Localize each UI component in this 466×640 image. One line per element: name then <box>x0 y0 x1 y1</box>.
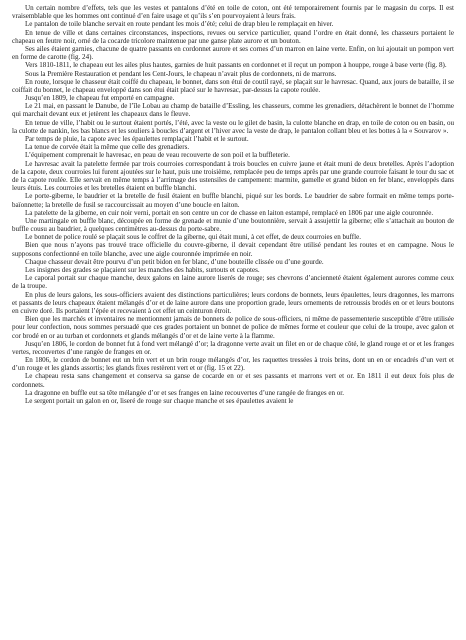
paragraph: En tenue de ville et dans certaines circonstances, inspections, revues ou service particulier, quand l’ordre en était donné, les chasseurs portaient le chapeau en feutre noir, orné de la cocarde tricolore maintenue par une ganse plate aurore et un bouton. <box>12 28 454 45</box>
paragraph: Un certain nombre d’effets, tels que les vestes et pantalons d’été en toile de coton, ont été temporairement fournis par le magasin du corps. Il est vraisemblable que les hommes ont continué d’en faire usage et qu’ils s’en pourvoyaient à leurs frais. <box>12 4 454 21</box>
paragraph: La tenue de corvée était la même que celle des grenadiers. <box>25 143 190 152</box>
paragraph: Par temps de pluie, la capote avec les épaulettes remplaçait l’habit et le surtout. <box>25 135 249 143</box>
paragraph: En 1806, le cordon de bonnet eut un brin vert et un brin rouge mélangés d’or, les raquettes tressées à trois brins, dont un en or encadrés d’un vert et d’un rouge et les glands assortis; les glands fixes restèrent vert et or (fig. 15 et 22). <box>12 356 454 373</box>
paragraph: Le pantalon de toile blanche servait en route pendant les mois d’été; celui de drap bleu le remplaçait en hiver. <box>25 20 334 29</box>
paragraph: Jusqu’en 1806, le cordon de bonnet fut à fond vert mélangé d’or; la dragonne verte avait un filet en or de chaque côté, le gland rouge et or et les franges vertes, recouvertes d’une rangée de franges en or. <box>12 339 454 356</box>
paragraph: Le sergent portait un galon en or, liseré de rouge sur chaque manche et ses épaulettes avaient le <box>25 397 294 405</box>
paragraph: Le chapeau resta sans changement et conserva sa ganse de cocarde en or et ses passants et marrons vert et or. En 1811 il eut deux fois plus de cordonnets. <box>12 372 454 389</box>
paragraph: Les insignes des grades se plaçaient sur les manches des habits, surtouts et capotes. <box>25 266 260 274</box>
paragraph: En plus de leurs galons, les sous-officiers avaient des distinctions particulières; leurs cordons de bonnets, leurs épaulettes, leurs dragonnes, les marrons et passants de leurs chapeaux étaient mélangés d’or et de laine aurore dans une proportion grade, leurs ornements de retroussis brodés en or et leurs boutons en cuivre doré. Ils portaient l’épée et recevaient à cet effet un ceinturon étroit. <box>12 290 454 315</box>
paragraph: Le caporal portait sur chaque manche, deux galons en laine aurore liserés de rouge; ses chevrons d’ancienneté étaient également aurores comme ceux de la troupe. <box>12 274 454 291</box>
paragraph: La dragonne en buffle eut sa tête mélangée d’or et ses franges en laine recouvertes d’une rangée de franges en or. <box>25 388 344 397</box>
paragraph: Vers 1810-1811, le chapeau eut les ailes plus hautes, garnies de huit passants en cordonnet et il reçut un pompon à houppe, rouge à base verte (fig. 8). <box>25 61 447 70</box>
paragraph: Bien que nous n’ayons pas trouvé trace officielle du couvre-giberne, il devait cependant être utilisé pendant les routes et en campagne. Nous le supposons confectionné en toile blanche, avec une aigle couronnée imprimée en noir. <box>12 241 454 258</box>
paragraph: Bien que les marchés et inventaires ne mentionnent jamais de bonnets de police de sous-officiers, ni même de passementerie susceptible d’être utilisée pour leur confection, nous sommes persuadé que ces grades portaient un bonnet de police de mêmes forme et couleur que celui de la troupe, avec galon et cor brodé en or au turban et cordonnets et glands mélangés d’or et de laine verte à la flamme. <box>12 315 454 340</box>
paragraph: En route, lorsque le chasseur était coiffé du chapeau, le bonnet, dans son étui de coutil rayé, se plaçait sur le havresac. Quand, aux jours de bataille, il se coiffait du bonnet, le chapeau enveloppé dans son étui était placé sur le havresac, par-dessus la capote roulée. <box>12 77 454 94</box>
paragraph: Ses ailes étaient garnies, chacune de quatre passants en cordonnet aurore et ses cornes d’un marron en laine verte. Enfin, on lui ajoutait un pompon vert en forme de carotte (fig. 24). <box>12 44 454 62</box>
paragraph: Le havresac avait la patelette fermée par trois courroies correspondant à trois boucles en cuivre jaune et était muni de deux bretelles. Après l’adoption de la capote, deux courroies lui furent ajoutées sur le haut, puis une troisième, remplacée peu de temps après par une grande courroie faisant le tour du sac et de la capote roulée. Elle servait en même temps à l’arrimage des ustensiles de campement: marmite, gamelle et grand bidon en fer blanc, enveloppés dans leurs étuis. Les courroies et les bretelles étaient en buffle blanchi. <box>12 159 454 193</box>
paragraph: Jusqu’en 1809, le chapeau fut emporté en campagne. <box>25 94 175 103</box>
paragraph: La patelette de la giberne, en cuir noir verni, portait en son centre un cor de chasse en laiton estampé, remplacé en 1806 par une aigle couronnée. <box>25 208 434 217</box>
paragraph: Chaque chasseur devait être pourvu d’un petit bidon en fer blanc, d’une bouteille clissée ou d’une gourde. <box>25 257 324 266</box>
paragraph: Le 21 mai, en passant le Danube, de l’île Lobau au champ de bataille d’Essling, les chasseurs, comme les grenadiers, détachèrent le bonnet de l’homme qui marchait devant eux et jetèrent les chapeaux dans le fleuve. <box>12 102 454 119</box>
paragraph: L’équipement comprenait le havresac, en peau de veau recouverte de son poil et la buffleterie. <box>25 151 290 160</box>
paragraph: Sous la Première Restauration et pendant les Cent-Jours, le chapeau n’avait plus de cordonnets, ni de marrons. <box>25 69 337 78</box>
paragraph: Le bonnet de police roulé se plaçait sous le coffret de la giberne, qui était muni, à cet effet, de deux courroies en buffle. <box>25 233 361 242</box>
paragraph: Le porte-giberne, le baudrier et la bretelle de fusil étaient en buffle blanchi, piqué sur les bords. Le baudrier de sabre formait en même temps porte-baïonnette; la bretelle de fusil se raccourcissait au moyen d’une boucle en laiton. <box>12 192 454 209</box>
paragraph: Une martingale en buffle blanc, découpée en forme de grenade et munie d’une boutonnière, servait à assujettir la giberne; elle s’attachait au bouton de buffle cousu au baudrier, à quelques centimètres au-dessus du porte-sabre. <box>12 216 454 234</box>
paragraph: En tenue de ville, l’habit ou le surtout étaient portés, l’été, avec la veste ou le gilet de basin, la culotte blanche en drap, en toile de coton ou en basin, ou la culotte de nankin, les bas blancs et les souliers à boucles d’argent et l’hiver avec la veste de drap, le pantalon collant bleu et les bottes à la « Souvarov ». <box>12 118 454 135</box>
